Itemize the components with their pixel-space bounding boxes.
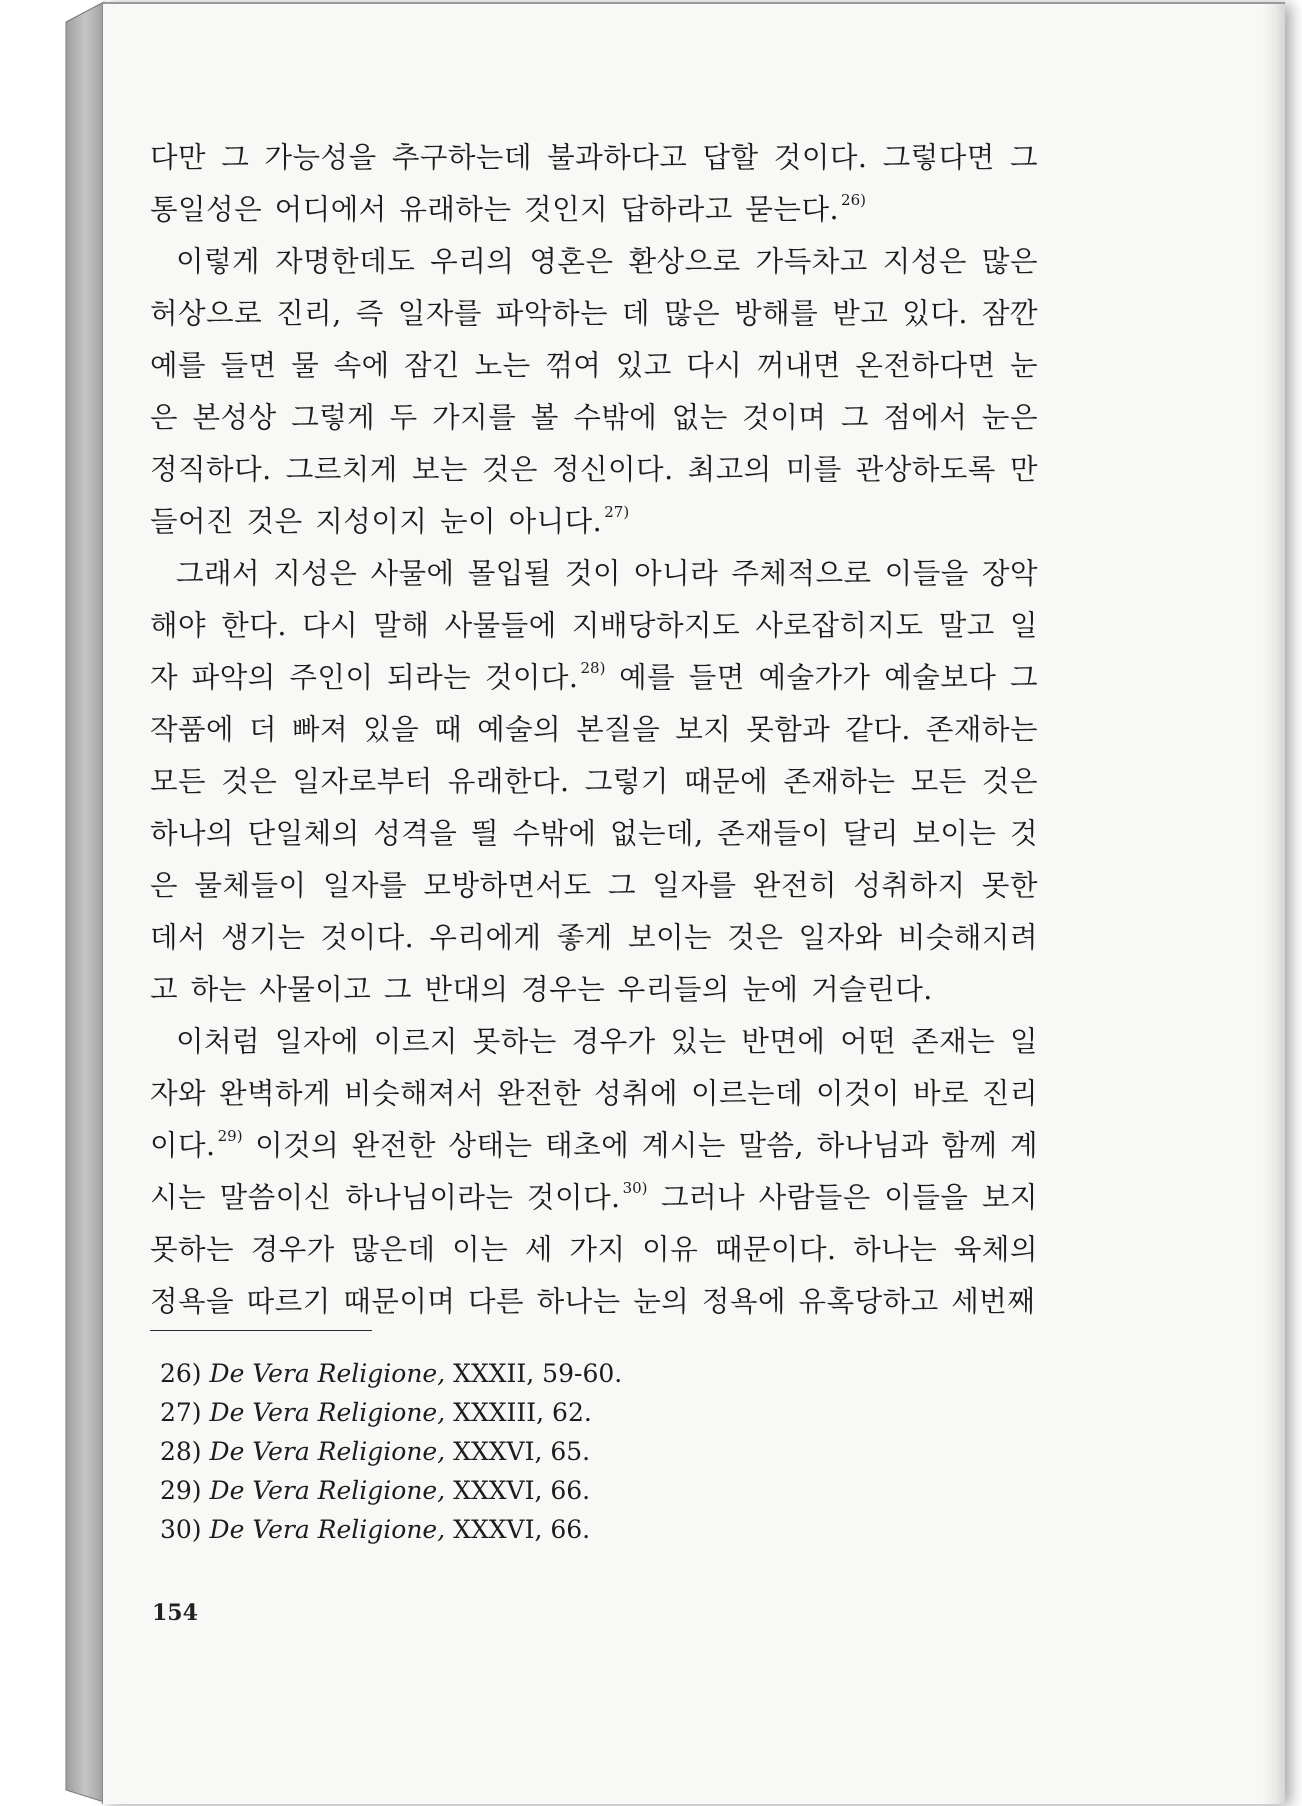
footnote-entry <box>160 1510 860 1549</box>
footnote-separator <box>150 1330 372 1331</box>
footnote-marker: 28) <box>160 1437 202 1466</box>
footnote-title: De Vera Religione, <box>209 1476 446 1505</box>
body-text <box>150 132 1038 1328</box>
page-number: 154 <box>152 1600 198 1626</box>
paragraph-text: 예를 들면 예술가가 예술보다 그 작품에 더 빠져 있을 때 예술의 본질을 보지 못함과 같다. 존재하는 모든 것은 일자로부터 유래한다. 그렇기 때문에 존재하는 모든 것은 하나의 단일체의 성격을 띌 수밖에 없는데, 존재들이 달리 보이는 것은 물체들이 일자를 모방하면서도 그 일자를 완전히 성취하지 못한 데서 생기는 것이다. 우리에게 좋게 보이는 것은 일자와 비슷해지려고 하는 사물이고 그 반대의 경우는 우리들의 눈에 거슬린다. <box>150 661 1039 1006</box>
footnote-marker: 29) <box>160 1476 202 1505</box>
footnote-reference: 28) <box>580 659 606 677</box>
footnote-title: De Vera Religione, <box>209 1398 446 1427</box>
footnote-marker: 26) <box>160 1359 202 1388</box>
footnotes <box>160 1354 860 1549</box>
footnote-entry <box>160 1354 860 1393</box>
paragraph-text: 그래서 지성은 사물에 몰입될 것이 아니라 주체적으로 이들을 장악해야 한다. 다시 말해 사물들에 지배당하지도 사로잡히지도 말고 일자 파악의 주인이 되라는 것이다. <box>150 557 1038 694</box>
footnote-ref: XXXVI, 66. <box>453 1476 591 1505</box>
footnote-ref: XXXIII, 62. <box>453 1398 592 1427</box>
footnote-title: De Vera Religione, <box>209 1359 446 1388</box>
paragraph-text: 이렇게 자명한데도 우리의 영혼은 환상으로 가득차고 지성은 많은 허상으로 진리, 즉 일자를 파악하는 데 많은 방해를 받고 있다. 잠깐 예를 들면 물 속에 잠긴 노는 꺾여 있고 다시 꺼내면 온전하다면 눈은 본성상 그렇게 두 가지를 볼 수밖에 없는 것이며 그 점에서 눈은 정직하다. 그르치게 보는 것은 정신이다. 최고의 미를 관상하도록 만들어진 것은 지성이지 눈이 아니다. <box>150 245 1038 538</box>
page-edge-shadow <box>1261 4 1285 1804</box>
paragraph-text: 이것의 완전한 상태는 태초에 계시는 말씀, 하나님과 함께 계시는 말씀이신 하나님이라는 것이다. <box>150 1129 1038 1214</box>
paragraph <box>150 236 1038 548</box>
footnote-marker: 30) <box>160 1515 202 1544</box>
paragraph-text: 그러나 사람들은 이들을 보지 못하는 경우가 많은데 이는 세 가지 이유 때문이다. 하나는 육체의 정욕을 따르기 때문이며 다른 하나는 눈의 정욕에 유혹당하고 세번째 <box>150 1181 1038 1318</box>
paragraph-text: 이처럼 일자에 이르지 못하는 경우가 있는 반면에 어떤 존재는 일자와 완벽하게 비슷해져서 완전한 성취에 이르는데 이것이 바로 진리이다. <box>150 1025 1038 1162</box>
footnote-reference: 26) <box>841 191 866 209</box>
footnote-entry <box>160 1393 860 1432</box>
footnote-marker: 27) <box>160 1398 202 1427</box>
paragraph <box>150 132 1038 236</box>
footnote-reference: 27) <box>604 503 630 521</box>
paragraph-text: 다만 그 가능성을 추구하는데 불과하다고 답할 것이다. 그렇다면 그 통일성은 어디에서 유래하는 것인지 답하라고 묻는다. <box>150 141 1038 226</box>
footnote-reference: 30) <box>622 1179 648 1197</box>
footnote-entry <box>160 1432 860 1471</box>
paragraph <box>150 1016 1038 1328</box>
footnote-ref: XXXVI, 65. <box>453 1437 591 1466</box>
footnote-reference: 29) <box>217 1127 243 1145</box>
footnote-title: De Vera Religione, <box>209 1515 446 1544</box>
footnote-entry <box>160 1471 860 1510</box>
footnote-title: De Vera Religione, <box>209 1437 446 1466</box>
footnote-ref: XXXVI, 66. <box>453 1515 591 1544</box>
footnote-ref: XXXII, 59-60. <box>453 1359 623 1388</box>
paragraph <box>150 548 1038 1016</box>
